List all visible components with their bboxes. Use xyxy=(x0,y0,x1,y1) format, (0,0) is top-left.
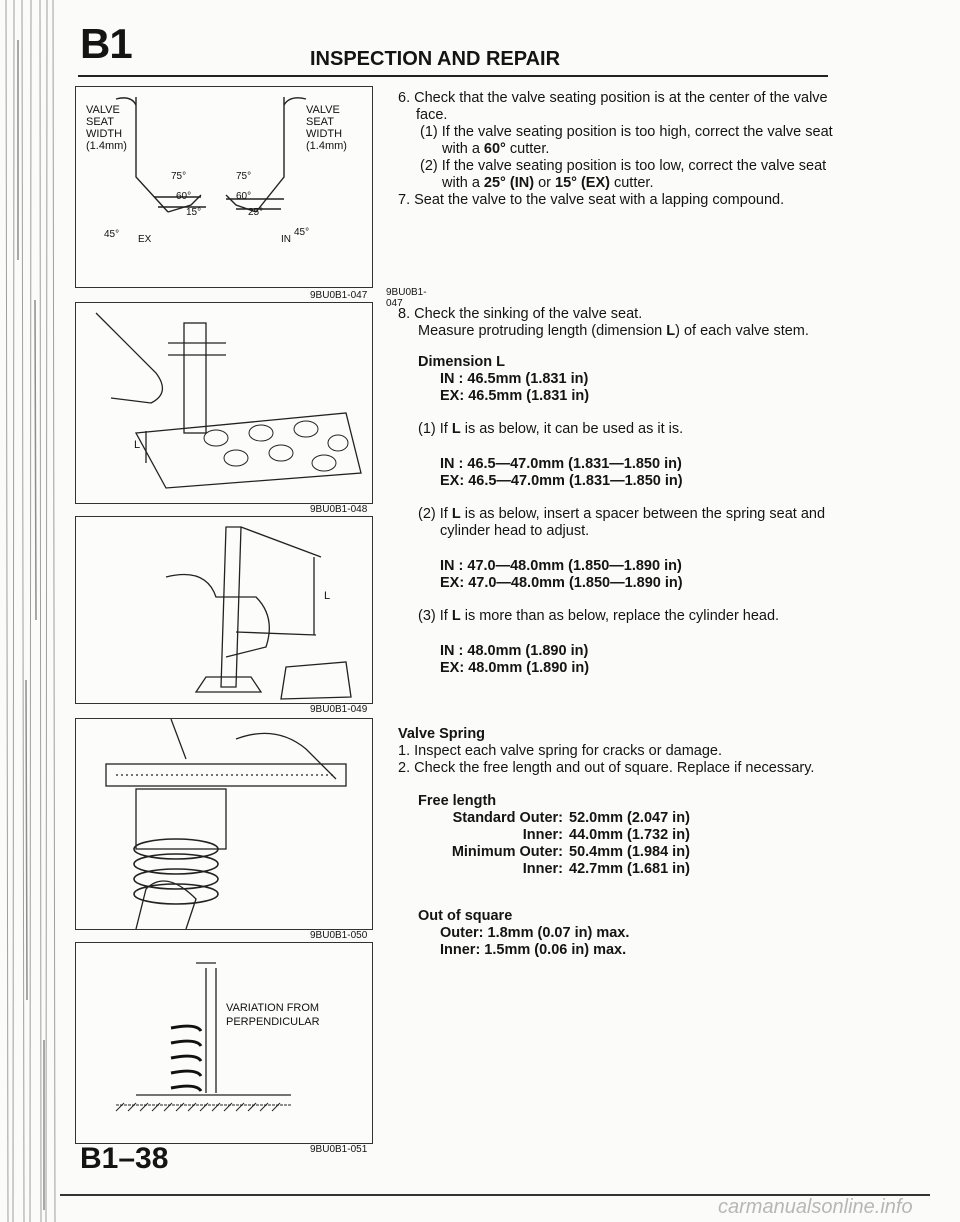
case-3-in: IN : 48.0mm (1.890 in) xyxy=(440,643,589,659)
angle-60-ex: 60° xyxy=(176,191,192,202)
in-label: IN xyxy=(281,234,291,245)
figure-code-050: 9BU0B1-050 xyxy=(310,930,368,941)
out-of-square-inner: Inner: 1.5mm (0.06 in) max. xyxy=(440,942,627,958)
valve-spring-section xyxy=(398,726,838,959)
c2-a: (2) If xyxy=(418,506,452,522)
variation-label-2: PERPENDICULAR xyxy=(226,1016,320,1028)
s8-measure-c: ) of each valve stem. xyxy=(675,323,809,339)
label-line: WIDTH xyxy=(306,128,343,140)
step-7: 7. Seat the valve to the valve seat with a lapping compound. xyxy=(398,192,785,208)
page-number: B1–38 xyxy=(80,1142,169,1175)
binding-edge xyxy=(0,0,60,1222)
s6-sub2-c: or xyxy=(534,175,555,191)
c1-b: L xyxy=(451,421,461,437)
figure-free-length xyxy=(75,718,373,930)
spring-item-1: 1. Inspect each valve spring for cracks or damage. xyxy=(398,743,722,759)
dimension-l-label-2: L xyxy=(324,590,331,602)
label-line: SEAT xyxy=(306,116,334,128)
c1-c: is as below, it can be used as it is. xyxy=(460,421,684,437)
figure-valve-seat-angles xyxy=(75,86,427,309)
case-1-in: IN : 46.5—47.0mm (1.831—1.850 in) xyxy=(440,456,682,472)
figure-code: 9BU0B1-047 xyxy=(386,287,427,309)
dimension-title: Dimension L xyxy=(418,354,506,370)
case-3 xyxy=(398,608,838,625)
spring-square-illustration xyxy=(76,943,372,1143)
figure-protruding-length xyxy=(75,516,373,704)
dimension-in: IN : 46.5mm (1.831 in) xyxy=(440,371,589,387)
figure-code-049: 9BU0B1-049 xyxy=(310,704,368,715)
figure-code-048: 9BU0B1-048 xyxy=(310,504,368,515)
c3-b: L xyxy=(451,608,461,624)
c2-b: L xyxy=(451,506,461,522)
valve-stem-length-illustration xyxy=(76,517,372,703)
c3-c: is more than as below, replace the cylinder head. xyxy=(460,608,780,624)
standard-outer-value: 52.0mm (2.047 in) xyxy=(569,810,690,826)
step-6-lead: 6. Check that the valve seating position is at the center of the valve face. xyxy=(398,90,828,123)
s8-measure-a: Measure protruding length (dimension xyxy=(418,323,667,339)
step-6-sub2 xyxy=(398,158,838,192)
case-2-ex: EX: 47.0—48.0mm (1.850—1.890 in) xyxy=(440,575,683,591)
variation-label-1: VARIATION FROM xyxy=(226,1002,320,1014)
standard-inner-label: Inner: xyxy=(522,827,563,843)
ex-label: EX xyxy=(138,234,152,245)
angle-45-ex: 45° xyxy=(104,229,120,240)
out-of-square-title: Out of square xyxy=(418,908,513,924)
figure-out-of-square xyxy=(75,942,373,1144)
case-2-in: IN : 47.0—48.0mm (1.850—1.890 in) xyxy=(440,558,682,574)
spring-free-length-illustration xyxy=(76,719,372,929)
case-1-ex: EX: 46.5—47.0mm (1.831—1.850 in) xyxy=(440,473,683,489)
figure-stem-measurement xyxy=(75,302,373,504)
c2-c: is as below, insert a spacer between the spring seat and cylinder head to adjust. xyxy=(440,506,826,539)
ex-valve-seat-width-label xyxy=(86,104,127,152)
angle-60-in: 60° xyxy=(236,191,252,202)
label-line: SEAT xyxy=(86,116,114,128)
step-8-lead: 8. Check the sinking of the valve seat. xyxy=(398,306,643,322)
angle-45-in: 45° xyxy=(294,227,310,238)
minimum-inner-row xyxy=(398,861,838,878)
dimension-l-label: L xyxy=(134,439,141,451)
s6-sub2-b: 25° (IN) xyxy=(483,175,535,191)
angle-15-ex: 15° xyxy=(186,207,202,218)
step-6 xyxy=(398,90,838,209)
label-line: VALVE xyxy=(306,104,340,116)
header-rule xyxy=(78,75,828,77)
s6-sub1-c: cutter. xyxy=(505,141,550,157)
free-length-title: Free length xyxy=(418,793,497,809)
spring-item-2: 2. Check the free length and out of square. Replace if necessary. xyxy=(398,760,815,776)
case-2 xyxy=(398,506,838,540)
s6-sub2-d: 15° (EX) xyxy=(555,175,610,191)
page-title: INSPECTION AND REPAIR xyxy=(310,48,561,70)
in-valve-seat-width-label xyxy=(306,104,347,152)
minimum-outer-row xyxy=(398,844,838,861)
valve-spring-heading: Valve Spring xyxy=(398,726,486,742)
out-of-square-outer: Outer: 1.8mm (0.07 in) max. xyxy=(440,925,630,941)
minimum-label: Minimum Outer: xyxy=(451,844,563,860)
angle-75-ex: 75° xyxy=(171,171,187,182)
c3-a: (3) If xyxy=(418,608,452,624)
standard-outer-row xyxy=(398,810,838,827)
step-6-sub1 xyxy=(398,124,838,158)
figure-code-051: 9BU0B1-051 xyxy=(310,1144,368,1155)
s8-measure-b: L xyxy=(666,323,676,339)
minimum-inner-label: Inner: xyxy=(522,861,563,877)
dimension-ex: EX: 46.5mm (1.831 in) xyxy=(440,388,590,404)
valve-seat-illustration xyxy=(76,87,372,287)
step-8-measure xyxy=(398,323,838,340)
caliper-stem-illustration xyxy=(76,303,372,503)
minimum-outer-value: 50.4mm (1.984 in) xyxy=(569,844,690,860)
standard-inner-row xyxy=(398,827,838,844)
angle-25-in: 25° xyxy=(248,207,264,218)
case-1 xyxy=(398,421,838,438)
standard-inner-value: 44.0mm (1.732 in) xyxy=(569,827,690,843)
angle-75-in: 75° xyxy=(236,171,252,182)
s6-sub2-e: cutter. xyxy=(609,175,654,191)
label-line: (1.4mm) xyxy=(306,140,347,152)
section-tag: B1 xyxy=(80,20,132,67)
s6-sub2-a: (2) If the valve seating position is too low, correct the valve seat with a xyxy=(420,158,827,191)
label-line: WIDTH xyxy=(86,128,123,140)
s6-sub1-a: (1) If the valve seating position is too high, correct the valve seat with a xyxy=(420,124,833,157)
step-8 xyxy=(398,306,838,677)
minimum-inner-value: 42.7mm (1.681 in) xyxy=(569,861,690,877)
case-3-ex: EX: 48.0mm (1.890 in) xyxy=(440,660,590,676)
label-line: VALVE xyxy=(86,104,120,116)
label-line: (1.4mm) xyxy=(86,140,127,152)
c1-a: (1) If xyxy=(418,421,452,437)
watermark: carmanualsonline.info xyxy=(718,1196,913,1218)
s6-sub1-b: 60° xyxy=(483,141,506,157)
standard-label: Standard Outer: xyxy=(452,810,563,826)
figure-code-047: 9BU0B1-047 xyxy=(310,290,368,301)
